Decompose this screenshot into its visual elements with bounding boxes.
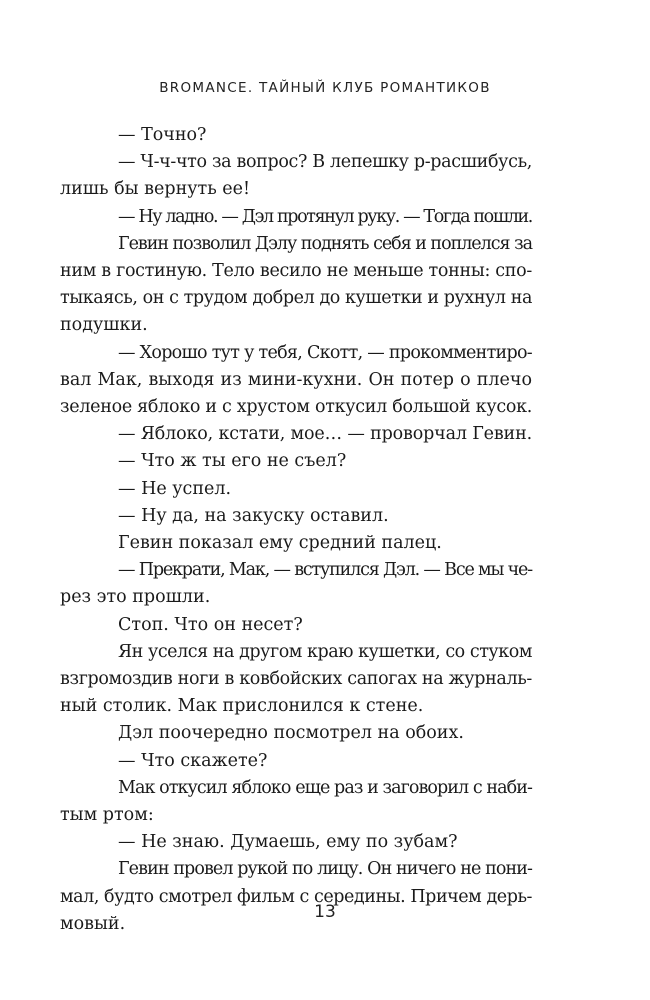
paragraph (60, 231, 561, 340)
text-line: — Не знаю. Думаешь, ему по зубам? (118, 832, 458, 853)
text-line: мал, будто смотрел фильм с середины. Причем дерь- (60, 886, 532, 907)
text-line: подушки. (60, 315, 148, 336)
text-line: вал Мак, выходя из мини-кухни. Он потер о плечо (60, 369, 532, 390)
paragraph (89, 421, 561, 448)
text-line: взгромоздив ноги в ковбойских сапогах на журналь- (60, 669, 532, 690)
paragraph (60, 557, 561, 611)
text-line: Гевин позволил Дэлу поднять себя и поплелся за (118, 233, 532, 254)
text-line: — Прекрати, Мак, — вступился Дэл. — Все мы че- (118, 560, 532, 581)
paragraph (89, 612, 561, 639)
paragraph (60, 340, 561, 422)
text-line: — Ну да, на закуску оставил. (118, 505, 389, 526)
text-line: зеленое яблоко и с хрустом откусил большой кусок. (60, 397, 532, 418)
paragraph (89, 204, 561, 231)
text-line: — Яблоко, кстати, мое… — проворчал Гевин. (118, 424, 532, 445)
text-line: Дэл поочередно посмотрел на обоих. (118, 723, 464, 744)
text-line: ный столик. Мак прислонился к стене. (60, 696, 424, 717)
text-line: — Что скажете? (118, 750, 268, 771)
text-line: — Не успел. (118, 478, 232, 499)
paragraph (89, 503, 561, 530)
paragraph (89, 720, 561, 747)
text-line: Ян уселся на другом краю кушетки, со стуком (118, 641, 532, 662)
paragraph (60, 149, 561, 203)
text-line: тыкаясь, он с трудом добрел до кушетки и рухнул на (60, 288, 532, 309)
text-line: — Ну ладно. — Дэл протянул руку. — Тогда пошли. (118, 206, 532, 227)
paragraph (89, 476, 561, 503)
paragraph (89, 829, 561, 856)
paragraph (89, 448, 561, 475)
paragraph (89, 748, 561, 775)
text-line: — Хорошо тут у тебя, Скотт, — прокомментиро- (118, 342, 532, 363)
text-line: Мак откусил яблоко еще раз и заговорил с наби- (118, 777, 532, 798)
paragraph (60, 775, 561, 829)
text-line: — Точно? (118, 125, 207, 145)
text-line: — Ч-ч-что за вопрос? В лепешку р-расшибусь, (118, 152, 532, 173)
text-line: лишь бы вернуть ее! (60, 179, 251, 200)
text-line: — Что ж ты его не съел? (118, 451, 347, 472)
paragraph (60, 639, 561, 721)
paragraph (89, 122, 561, 149)
text-line: Гевин провел рукой по лицу. Он ничего не пони- (118, 859, 532, 880)
paragraph (89, 530, 561, 557)
text-line: Гевин показал ему средний палец. (118, 533, 442, 554)
text-line: мовый. (60, 913, 126, 934)
page-number: 13 (314, 902, 336, 922)
running-header: BROMANCE. ТАЙНЫЙ КЛУБ РОМАНТИКОВ (159, 80, 491, 96)
text-line: ним в гостиную. Тело весило не меньше тонны: спо- (60, 261, 532, 282)
text-line: Стоп. Что он несет? (118, 614, 303, 635)
body-text (60, 122, 561, 938)
text-line: тым ртом: (60, 805, 154, 826)
text-line: рез это прошли. (60, 587, 211, 608)
paragraph (60, 856, 561, 938)
